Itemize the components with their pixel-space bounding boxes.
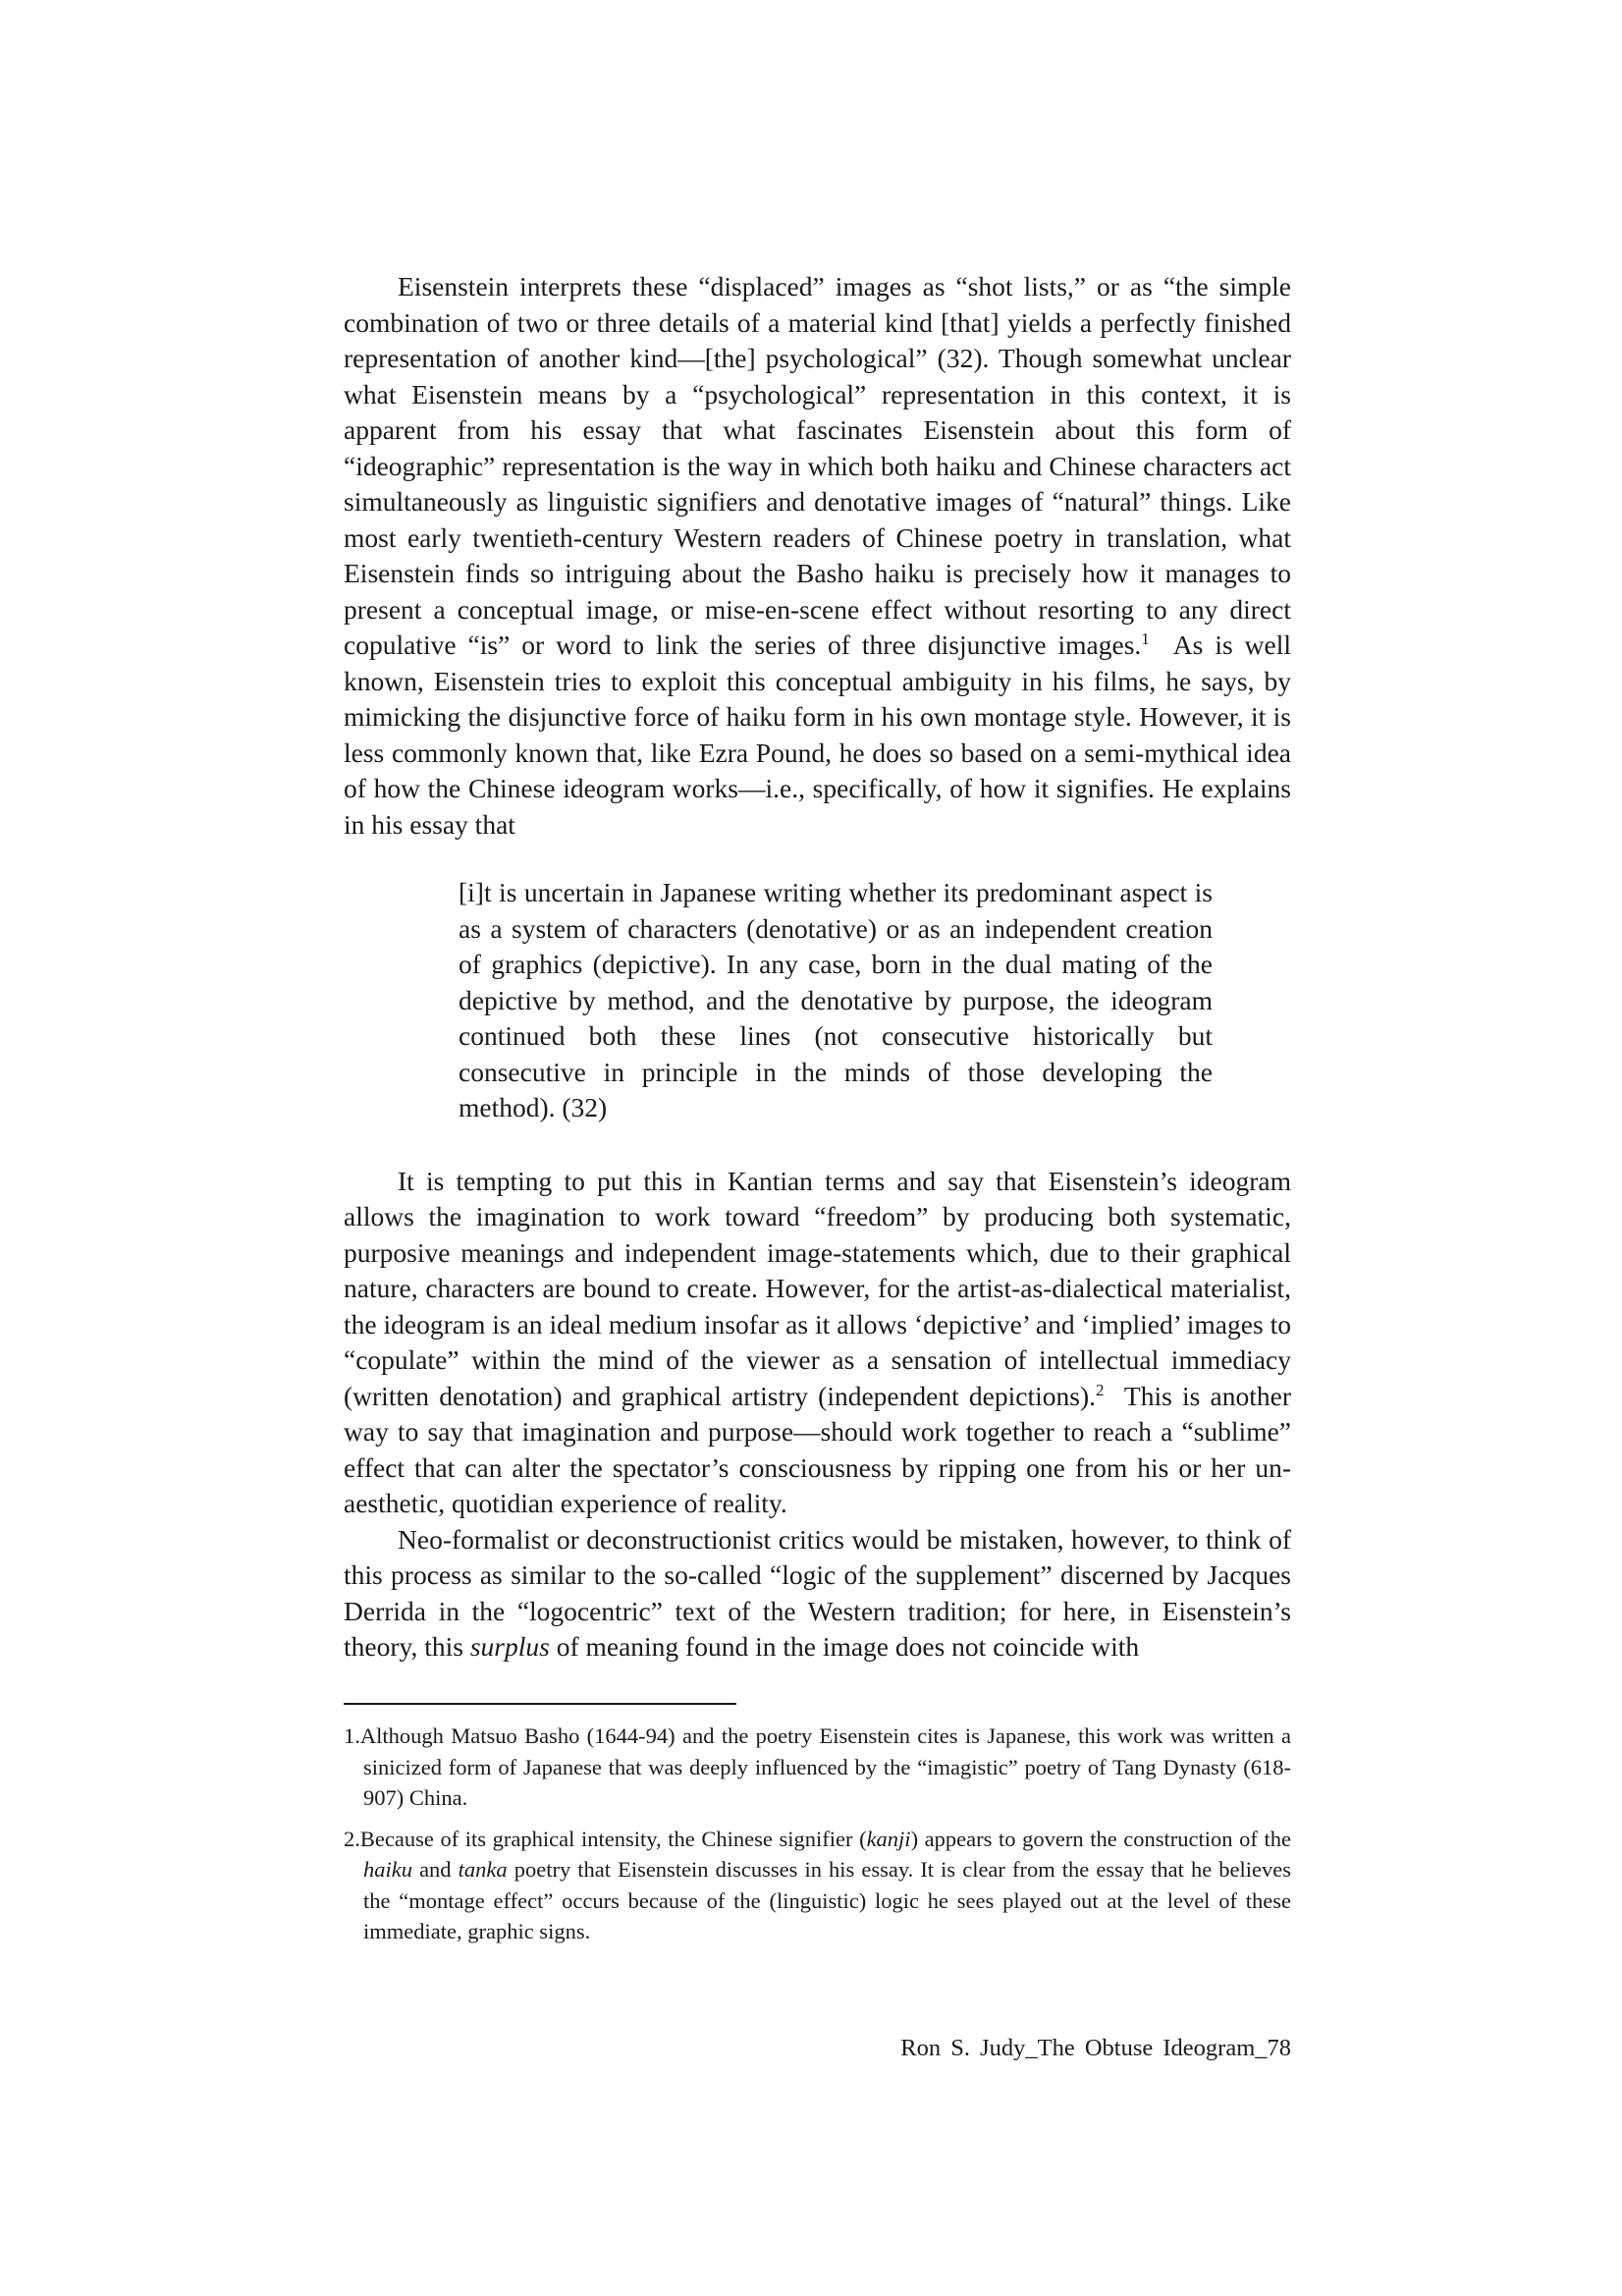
paragraph-3-emphasis: surplus xyxy=(469,1631,550,1662)
block-quote: [i]t is uncertain in Japanese writing whether its predominant aspect is as a system of characters (denotative) or as an independent creation of graphics (depictive). In any case, born in the dual mating of the depictive by method, and the denotative by purpose, the ideogram continued both these lines (not consecutive historically but consecutive in principle in the minds of those developing the method). (32) xyxy=(459,877,1213,1122)
paragraph-2 xyxy=(344,1164,1291,1522)
paragraph-3-continuation: of meaning found in the image does not coincide with xyxy=(549,1631,1140,1662)
footnote-2-text: 2.Because of its graphical intensity, the Chinese signifier ( xyxy=(344,1826,867,1851)
body-text xyxy=(344,269,1291,1666)
footnote-2-text-c: and xyxy=(412,1857,459,1882)
footnote-ref-1: 1 xyxy=(1141,629,1150,648)
paragraph-2-continuation: This is another way to say that imagination and purpose—should work together to reach a “sublime” effect that can alter the spectator’s consciousness by ripping one from his or her un-aesthetic, quotidian experience of reality. xyxy=(344,1380,1291,1518)
footnote-2-text-d: poetry that Eisenstein discusses in his essay. It is clear from the essay that he believes the “montage effect” occurs because of the (linguistic) logic he sees played out at the level of these immediate, graphic signs. xyxy=(363,1857,1291,1943)
paragraph-3 xyxy=(344,1522,1291,1666)
footnote-2-haiku: haiku xyxy=(363,1857,412,1882)
footnote-ref-2: 2 xyxy=(1096,1380,1105,1399)
footnote-2-text-b: ) appears to govern the construction of the xyxy=(910,1826,1291,1851)
footnote-divider xyxy=(344,1703,736,1705)
footnotes xyxy=(344,1721,1291,1957)
paragraph-1-continuation: As is well known, Eisenstein tries to exploit this conceptual ambiguity in his films, he says, by mimicking the disjunctive force of haiku form in his own montage style. However, it is less commonly known that, like Ezra Pound, he does so based on a semi-mythical idea of how the Chinese ideogram works—i.e., specifically, of how it signifies. He explains in his essay that xyxy=(344,629,1292,840)
footnote-2 xyxy=(344,1824,1291,1947)
paragraph-2-text: It is tempting to put this in Kantian terms and say that Eisenstein’s ideogram allows the imagination to work toward “freedom” by producing both systematic, purposive meanings and independent image-statements which, due to their graphical nature, characters are bound to create. However, for the artist-as-dialectical materialist, the ideogram is an ideal medium insofar as it allows ‘depictive’ and ‘implied’ images to “copulate” within the mind of the viewer as a sensation of intellectual immediacy (written denotation) and graphical artistry (independent depictions). xyxy=(344,1165,1291,1411)
footnote-1: 1.Although Matsuo Basho (1644-94) and the poetry Eisenstein cites is Japanese, this work was written a sinicized form of Japanese that was deeply influenced by the “imagistic” poetry of Tang Dynasty (618-907) China. xyxy=(344,1723,1291,1810)
running-footer: Ron S. Judy_The Obtuse Ideogram_78 xyxy=(900,2035,1291,2061)
paragraph-3-text: Neo-formalist or deconstructionist critics would be mistaken, however, to think of this process as similar to the so-called “logic of the supplement” discerned by Jacques Derrida in the “logocentric” text of the Western tradition; for here, in Eisenstein’s theory, this xyxy=(344,1523,1291,1662)
footnote-2-tanka: tanka xyxy=(458,1857,508,1882)
footnote-2-kanji: kanji xyxy=(866,1826,911,1851)
paragraph-1-text: Eisenstein interprets these “displaced” images as “shot lists,” or as “the simple combination of two or three details of a material kind [that] yields a perfectly finished representation of another kind—[the] psychological” (32). Though somewhat unclear what Eisenstein means by a “psychological” representation in this context, it is apparent from his essay that what fascinates Eisenstein about this form of “ideographic” representation is the way in which both haiku and Chinese characters act simultaneously as linguistic signifiers and denotative images of “natural” things. Like most early twentieth-century Western readers of Chinese poetry in translation, what Eisenstein finds so intriguing about the Basho haiku is precisely how it manages to present a conceptual image, or mise-en-scene effect without resorting to any direct copulative “is” or word to link the series of three disjunctive images. xyxy=(344,271,1291,660)
paragraph-1 xyxy=(344,269,1291,843)
